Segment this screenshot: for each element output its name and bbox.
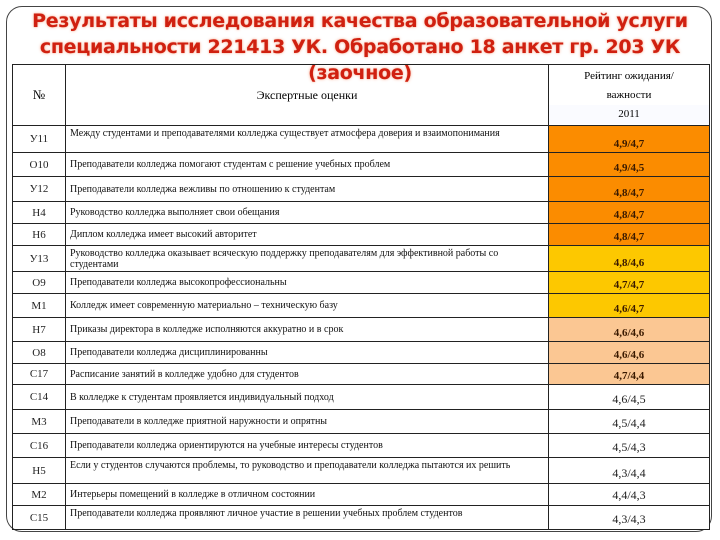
row-description: Интерьеры помещений в колледже в отличном состоянии <box>66 484 549 506</box>
row-id: О10 <box>13 153 66 177</box>
row-id: С17 <box>13 364 66 385</box>
table-header-row <box>13 65 710 126</box>
row-rating-value: 4,9/4,7 <box>549 126 710 153</box>
row-id: О8 <box>13 342 66 364</box>
row-description: В колледже к студентам проявляется индивидуальный подход <box>66 385 549 410</box>
table-row <box>13 342 710 364</box>
table-row <box>13 318 710 342</box>
table-row <box>13 246 710 272</box>
row-id: Н7 <box>13 318 66 342</box>
row-description: Преподаватели в колледже приятной наружности и опрятны <box>66 410 549 434</box>
row-description: Руководство колледжа оказывает всяческую поддержку преподавателям для эффективной работы со студентами <box>66 246 549 272</box>
table-row <box>13 385 710 410</box>
row-rating-value: 4,3/4,3 <box>549 506 710 530</box>
ratings-table <box>12 64 710 530</box>
row-rating-value: 4,6/4,5 <box>549 385 710 410</box>
row-id: С15 <box>13 506 66 530</box>
header-number: № <box>13 65 66 126</box>
table-row <box>13 364 710 385</box>
row-id: М3 <box>13 410 66 434</box>
row-description: Преподаватели колледжа проявляют личное участие в решении учебных проблем студентов <box>66 506 549 530</box>
title-line-2: специальности 221413 УК. Обработано 18 анкет гр. 203 УК (заочное) <box>39 36 681 84</box>
row-description: Преподаватели колледжа ориентируются на учебные интересы студентов <box>66 434 549 458</box>
table-row <box>13 177 710 202</box>
header-rating-year: 2011 <box>549 105 709 124</box>
row-id: У11 <box>13 126 66 153</box>
table-row <box>13 410 710 434</box>
row-rating-value: 4,8/4,6 <box>549 246 710 272</box>
row-id: Н5 <box>13 458 66 484</box>
row-rating-value: 4,6/4,7 <box>549 294 710 318</box>
row-id: М2 <box>13 484 66 506</box>
row-description: Преподаватели колледжа помогают студентам с решение учебных проблем <box>66 153 549 177</box>
row-rating-value: 4,4/4,3 <box>549 484 710 506</box>
row-rating-value: 4,8/4,7 <box>549 177 710 202</box>
header-rating-line1: Рейтинг ожидания/ <box>584 69 674 82</box>
row-rating-value: 4,7/4,4 <box>549 364 710 385</box>
table-body <box>13 126 710 530</box>
header-description: Экспертные оценки <box>66 65 549 126</box>
row-description: Между студентами и преподавателями колледжа существует атмосфера доверия и взаимопонимания <box>66 126 549 153</box>
row-id: О9 <box>13 272 66 294</box>
row-description: Расписание занятий в колледже удобно для студентов <box>66 364 549 385</box>
table-row <box>13 126 710 153</box>
table-row <box>13 434 710 458</box>
row-description: Преподаватели колледжа вежливы по отношению к студентам <box>66 177 549 202</box>
table-row <box>13 506 710 530</box>
row-description: Руководство колледжа выполняет свои обещания <box>66 202 549 224</box>
row-rating-value: 4,5/4,3 <box>549 434 710 458</box>
table-row <box>13 202 710 224</box>
row-description: Преподаватели колледжа дисциплинированны <box>66 342 549 364</box>
row-id: С14 <box>13 385 66 410</box>
row-rating-value: 4,6/4,6 <box>549 342 710 364</box>
row-description: Колледж имеет современную материально – техническую базу <box>66 294 549 318</box>
row-rating-value: 4,9/4,5 <box>549 153 710 177</box>
table-row <box>13 294 710 318</box>
title-line-1: Результаты исследования качества образовательной услуги <box>32 10 688 32</box>
table-row <box>13 153 710 177</box>
row-id: У13 <box>13 246 66 272</box>
row-id: Н6 <box>13 224 66 246</box>
header-rating <box>549 65 710 126</box>
row-rating-value: 4,3/4,4 <box>549 458 710 484</box>
row-description: Приказы директора в колледже исполняются аккуратно и в срок <box>66 318 549 342</box>
row-description: Если у студентов случаются проблемы, то руководство и преподаватели колледжа пытаются их решить <box>66 458 549 484</box>
row-rating-value: 4,8/4,7 <box>549 202 710 224</box>
row-description: Преподаватели колледжа высокопрофессиональны <box>66 272 549 294</box>
header-rating-line2: важности <box>606 88 652 101</box>
row-rating-value: 4,7/4,7 <box>549 272 710 294</box>
row-id: У12 <box>13 177 66 202</box>
row-id: М1 <box>13 294 66 318</box>
row-rating-value: 4,6/4,6 <box>549 318 710 342</box>
table-row <box>13 224 710 246</box>
table-row <box>13 484 710 506</box>
table-row <box>13 458 710 484</box>
row-id: Н4 <box>13 202 66 224</box>
row-rating-value: 4,8/4,7 <box>549 224 710 246</box>
row-description: Диплом колледжа имеет высокий авторитет <box>66 224 549 246</box>
row-rating-value: 4,5/4,4 <box>549 410 710 434</box>
row-id: С16 <box>13 434 66 458</box>
table-row <box>13 272 710 294</box>
